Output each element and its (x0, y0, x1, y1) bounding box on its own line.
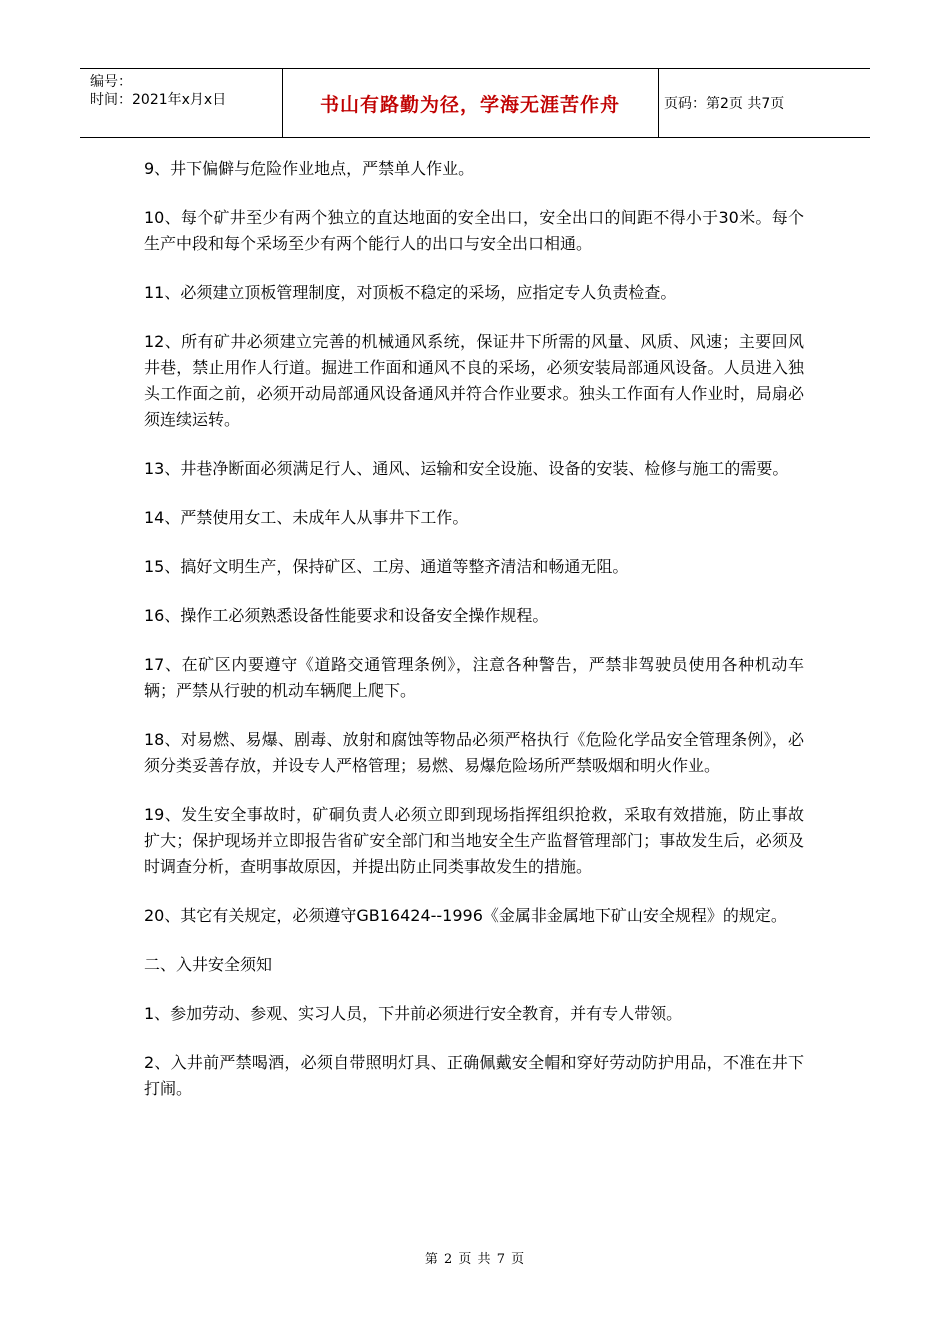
header-page-info: 页码：第2页 共7页 (664, 96, 785, 112)
paragraph: 12、所有矿井必须建立完善的机械通风系统，保证井下所需的风量、风质、风速；主要回风井巷，禁止用作人行道。掘进工作面和通风不良的采场，必须安装局部通风设备。人员进入独头工作面之前，必须开动局部通风设备通风并符合作业要求。独头工作面有人作业时，局扇必须连续运转。 (144, 332, 804, 429)
header-motto: 书山有路勤为径，学海无涯苦作舟 (319, 93, 620, 116)
paragraph: 2、入井前严禁喝酒，必须自带照明灯具、正确佩戴安全帽和穿好劳动防护用品，不准在井下打闹。 (144, 1053, 804, 1098)
header-meta (90, 73, 226, 109)
document-body (144, 156, 804, 1125)
paragraph: 11、必须建立顶板管理制度，对顶板不稳定的采场，应指定专人负责检查。 (144, 283, 677, 302)
paragraph: 20、其它有关规定，必须遵守GB16424--1996《金属非金属地下矿山安全规程》的规定。 (144, 906, 787, 925)
paragraph: 13、井巷净断面必须满足行人、通风、运输和安全设施、设备的安装、检修与施工的需要。 (144, 459, 789, 478)
time-label: 时间：2021年x月x日 (90, 92, 227, 108)
paragraph: 18、对易燃、易爆、剧毒、放射和腐蚀等物品必须严格执行《危险化学品安全管理条例》，必须分类妥善存放，并设专人严格管理；易燃、易爆危险场所严禁吸烟和明火作业。 (144, 730, 804, 775)
paragraph: 10、每个矿井至少有两个独立的直达地面的安全出口，安全出口的间距不得小于30米。每个生产中段和每个采场至少有两个能行人的出口与安全出口相通。 (144, 208, 804, 253)
paragraph: 19、发生安全事故时，矿硐负责人必须立即到现场指挥组织抢救，采取有效措施，防止事故扩大；保护现场并立即报告省矿安全部门和当地安全生产监督管理部门；事故发生后，必须及时调查分析，查明事故原因，并提出防止同类事故发生的措施。 (144, 805, 804, 876)
paragraph: 14、严禁使用女工、未成年人从事井下工作。 (144, 508, 469, 527)
paragraph: 1、参加劳动、参观、实习人员，下井前必须进行安全教育，并有专人带领。 (144, 1004, 683, 1023)
section-heading: 二、入井安全须知 (144, 955, 273, 974)
page-footer: 第 2 页 共 7 页 (424, 1252, 526, 1267)
paragraph: 9、井下偏僻与危险作业地点，严禁单人作业。 (144, 159, 475, 178)
header-divider (658, 69, 659, 137)
page-header (80, 68, 870, 138)
paragraph: 17、在矿区内要遵守《道路交通管理条例》，注意各种警告，严禁非驾驶员使用各种机动车辆；严禁从行驶的机动车辆爬上爬下。 (144, 655, 804, 700)
number-label: 编号： (90, 74, 132, 90)
paragraph: 16、操作工必须熟悉设备性能要求和设备安全操作规程。 (144, 606, 549, 625)
paragraph: 15、搞好文明生产，保持矿区、工房、通道等整齐清洁和畅通无阻。 (144, 557, 629, 576)
